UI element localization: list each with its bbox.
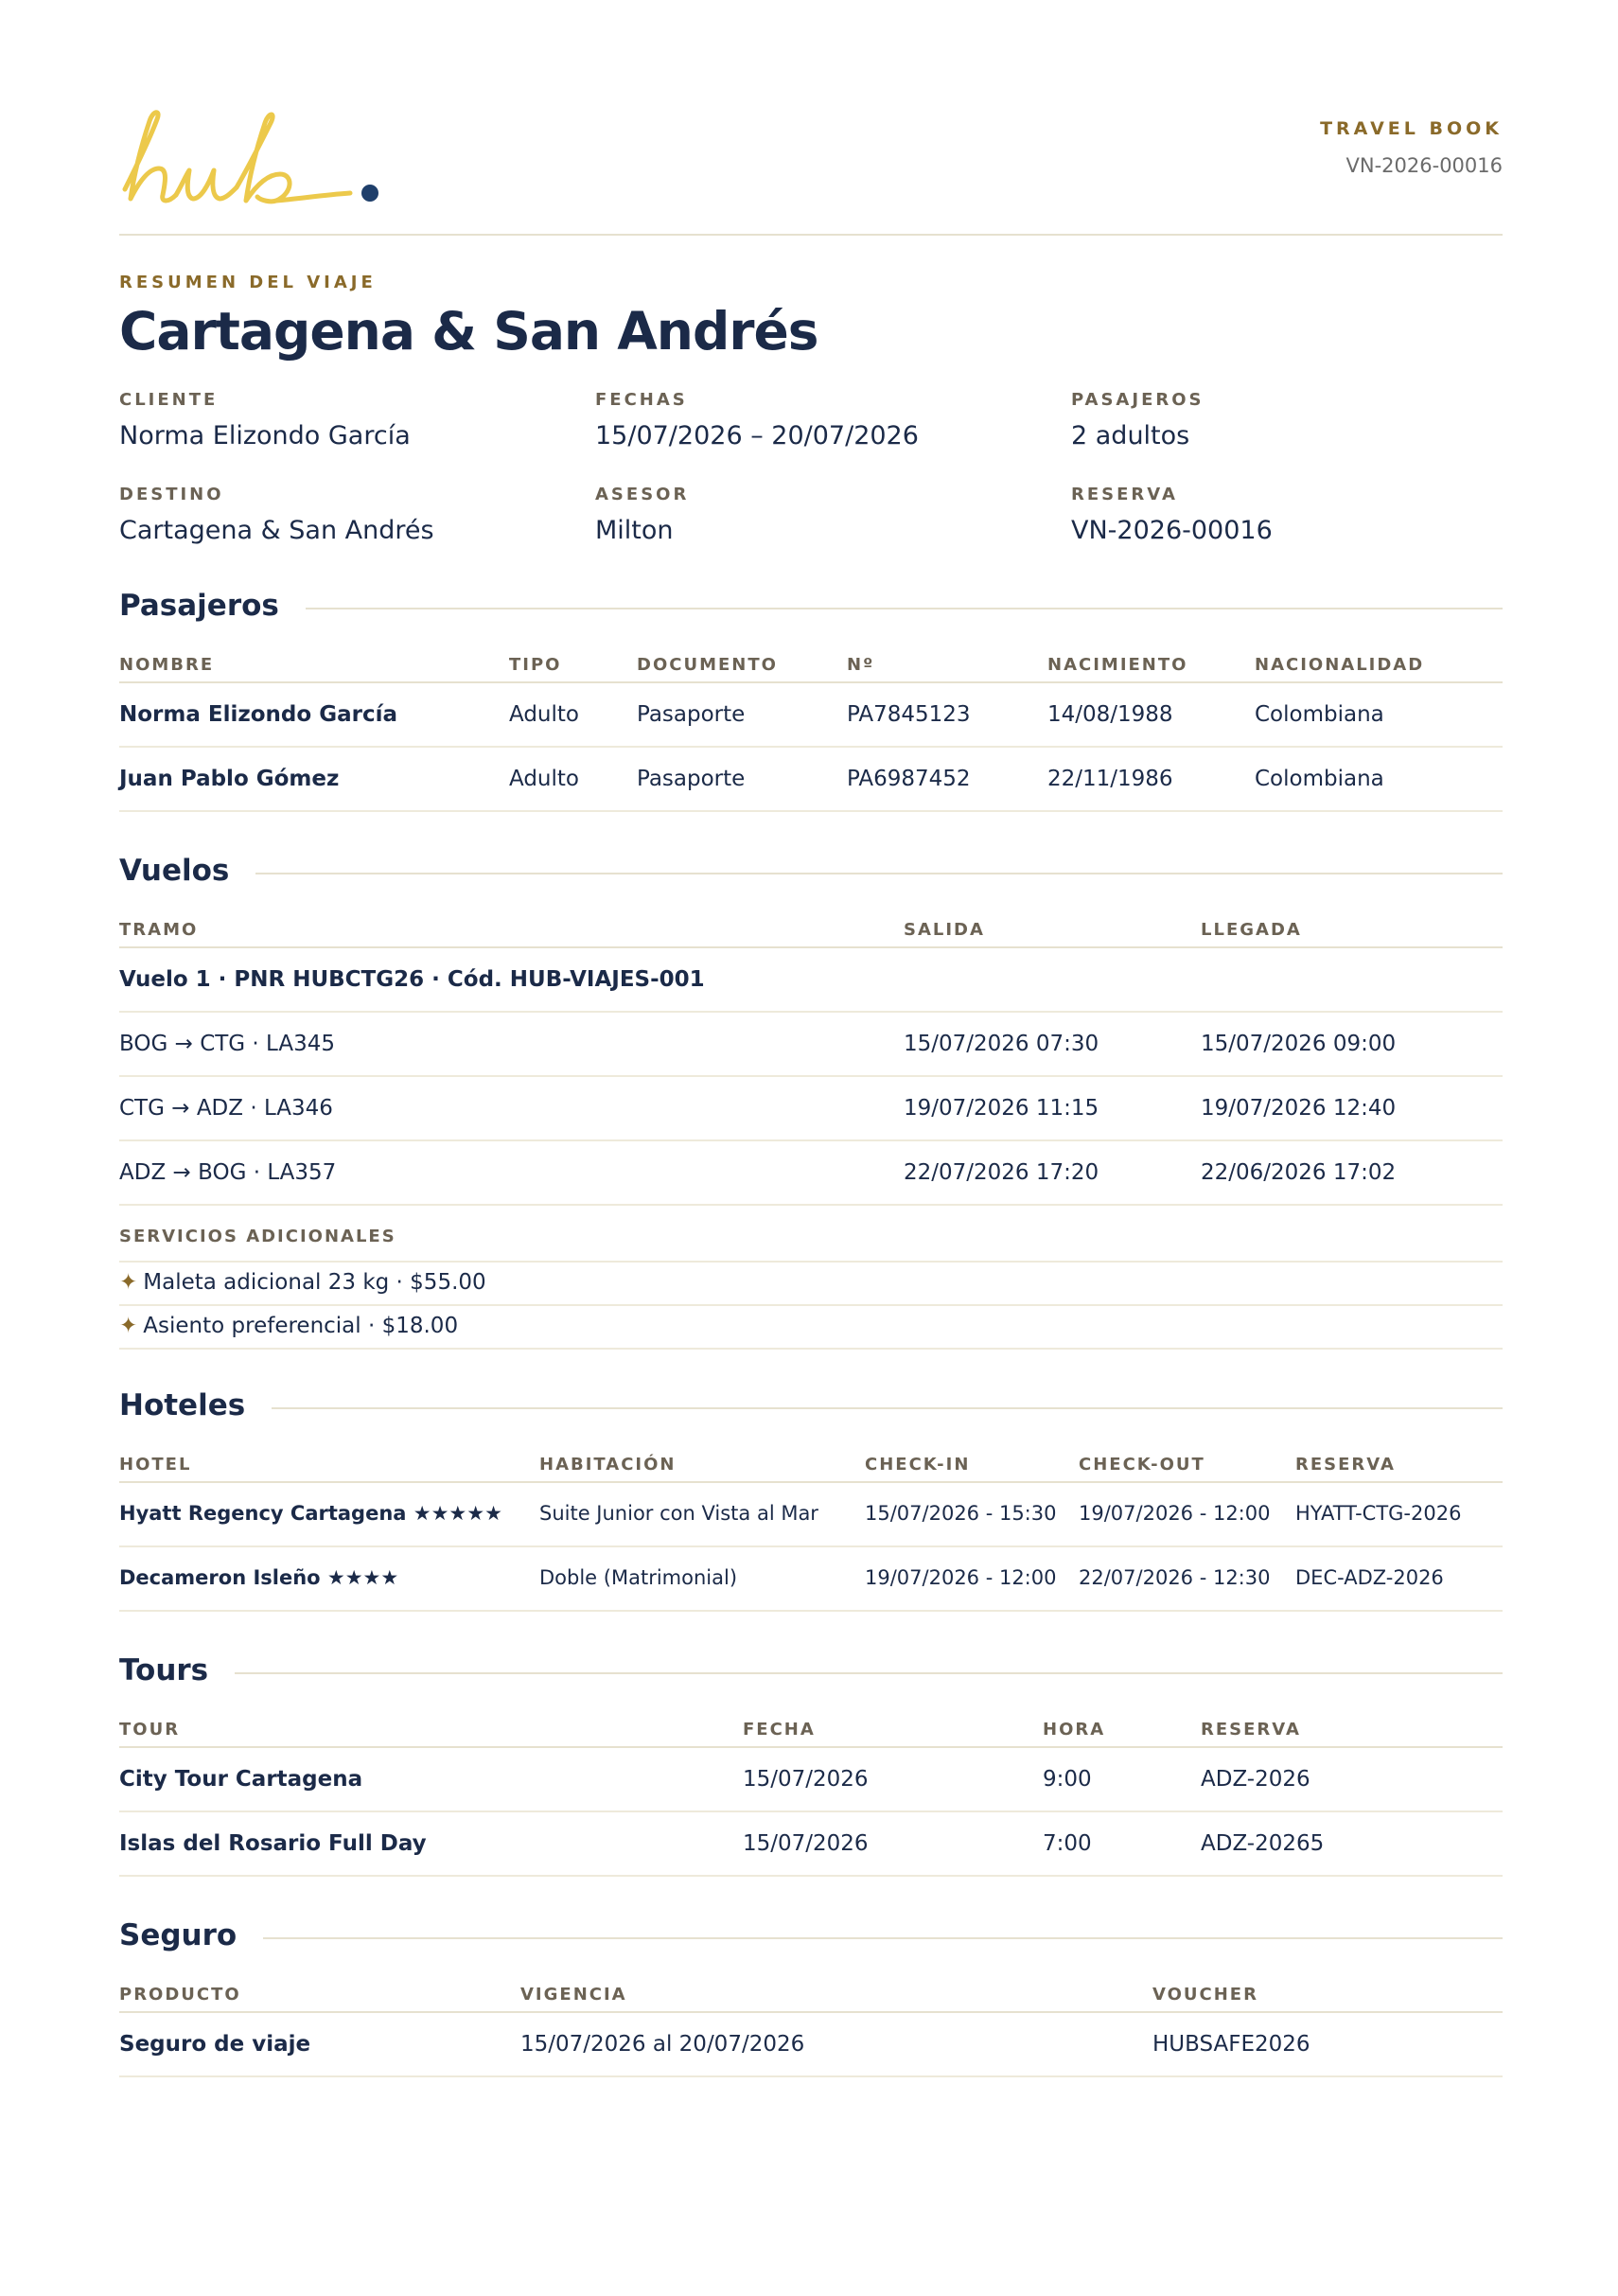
section-header [119, 1653, 1503, 1691]
flight-departure: 22/07/2026 17:20 [904, 1160, 1099, 1185]
hotel-checkout: 22/07/2026 - 12:30 [1079, 1566, 1271, 1589]
service-text: Asiento preferencial · $18.00 [143, 1314, 459, 1338]
hotel-name: Decameron Isleño ★★★★ [119, 1566, 399, 1589]
column-header: HOTEL [119, 1455, 192, 1475]
column-header: DOCUMENTO [637, 655, 778, 675]
section-divider [119, 873, 1503, 874]
summary-advisor [595, 485, 689, 545]
column-header: HABITACIÓN [539, 1455, 677, 1475]
hotels-section [119, 1388, 1503, 1612]
column-header: VIGENCIA [520, 1985, 627, 2005]
insurance-product: Seguro de viaje [119, 2032, 311, 2057]
services-header [119, 1206, 1503, 1263]
flight-departure: 15/07/2026 07:30 [904, 1032, 1099, 1056]
tour-name: Islas del Rosario Full Day [119, 1831, 427, 1856]
service-item [119, 1263, 1503, 1306]
sparkle-icon: ✦ [119, 1314, 138, 1338]
table-row [119, 683, 1503, 748]
summary-label: FECHAS [595, 390, 688, 410]
tour-time: 9:00 [1043, 1767, 1092, 1792]
table-header [119, 892, 1503, 948]
column-header: Nº [847, 655, 875, 675]
table-row [119, 1141, 1503, 1206]
section-title: Pasajeros [119, 589, 306, 623]
service-text: Maleta adicional 23 kg · $55.00 [143, 1270, 486, 1295]
hotel-room: Suite Junior con Vista al Mar [539, 1502, 818, 1525]
flight-group-row [119, 948, 1503, 1013]
section-divider [119, 1407, 1503, 1409]
tour-date: 15/07/2026 [743, 1767, 869, 1792]
column-header: RESERVA [1201, 1720, 1301, 1740]
passenger-type: Adulto [509, 767, 579, 791]
passengers-section [119, 589, 1503, 812]
summary-dates [595, 390, 919, 450]
passenger-document: Pasaporte [637, 767, 746, 791]
section-header [119, 854, 1503, 892]
table-row [119, 1483, 1503, 1547]
tour-booking: ADZ-20265 [1201, 1831, 1325, 1856]
section-title: Hoteles [119, 1388, 272, 1422]
section-title: Seguro [119, 1918, 263, 1952]
trip-title: Cartagena & San Andrés [119, 301, 818, 362]
passenger-doc-number: PA6987452 [847, 767, 971, 791]
column-header: RESERVA [1295, 1455, 1396, 1475]
summary-label: CLIENTE [119, 390, 219, 410]
passenger-nationality: Colombiana [1255, 702, 1384, 727]
tour-name: City Tour Cartagena [119, 1767, 363, 1792]
passenger-type: Adulto [509, 702, 579, 727]
hotel-name: Hyatt Regency Cartagena ★★★★★ [119, 1502, 502, 1525]
table-header [119, 1691, 1503, 1748]
section-title: Vuelos [119, 854, 255, 888]
summary-label: ASESOR [595, 485, 690, 504]
summary-label: PASAJEROS [1071, 390, 1205, 410]
insurance-section [119, 1918, 1503, 2077]
column-header: CHECK-OUT [1079, 1455, 1205, 1475]
passenger-document: Pasaporte [637, 702, 746, 727]
doc-label: TRAVEL BOOK [1320, 118, 1503, 139]
section-divider [119, 1937, 1503, 1939]
flight-segment: ADZ → BOG · LA357 [119, 1160, 337, 1185]
sparkle-icon: ✦ [119, 1270, 138, 1295]
insurance-validity: 15/07/2026 al 20/07/2026 [520, 2032, 805, 2057]
insurance-voucher: HUBSAFE2026 [1152, 2032, 1310, 2057]
table-row [119, 1013, 1503, 1077]
flight-arrival: 22/06/2026 17:02 [1201, 1160, 1397, 1185]
column-header: NACIONALIDAD [1255, 655, 1425, 675]
column-header: LLEGADA [1201, 920, 1302, 940]
summary-value: VN-2026-00016 [1071, 516, 1273, 545]
column-header: FECHA [743, 1720, 816, 1740]
summary-value: Cartagena & San Andrés [119, 516, 434, 545]
service-item [119, 1306, 1503, 1350]
summary-value: 15/07/2026 – 20/07/2026 [595, 421, 919, 450]
flight-group-label: Vuelo 1 · PNR HUBCTG26 · Cód. HUB-VIAJES-001 [119, 967, 705, 992]
summary-booking [1071, 485, 1273, 545]
flight-segment: BOG → CTG · LA345 [119, 1032, 336, 1056]
hotel-checkin: 15/07/2026 - 15:30 [865, 1502, 1057, 1525]
doc-number: VN-2026-00016 [1345, 154, 1503, 177]
section-divider [119, 1672, 1503, 1674]
summary-value: Norma Elizondo García [119, 421, 411, 450]
hotel-checkin: 19/07/2026 - 12:00 [865, 1566, 1057, 1589]
column-header: VOUCHER [1152, 1985, 1258, 2005]
passenger-nationality: Colombiana [1255, 767, 1384, 791]
summary-client [119, 390, 411, 450]
flight-arrival: 15/07/2026 09:00 [1201, 1032, 1397, 1056]
section-divider [119, 608, 1503, 609]
table-row [119, 1077, 1503, 1141]
summary-passengers [1071, 390, 1204, 450]
summary-eyebrow: RESUMEN DEL VIAJE [119, 273, 377, 292]
column-header: PRODUCTO [119, 1985, 241, 2005]
column-header: TRAMO [119, 920, 199, 940]
passenger-birthdate: 14/08/1988 [1047, 702, 1173, 727]
summary-destination [119, 485, 434, 545]
tour-date: 15/07/2026 [743, 1831, 869, 1856]
flight-departure: 19/07/2026 11:15 [904, 1096, 1099, 1121]
passenger-birthdate: 22/11/1986 [1047, 767, 1173, 791]
passenger-doc-number: PA7845123 [847, 702, 971, 727]
passenger-name: Juan Pablo Gómez [119, 767, 340, 791]
summary-value: 2 adultos [1071, 421, 1190, 450]
table-row [119, 2013, 1503, 2077]
section-header [119, 589, 1503, 627]
table-header [119, 1426, 1503, 1483]
section-header [119, 1918, 1503, 1956]
table-row [119, 748, 1503, 812]
column-header: CHECK-IN [865, 1455, 971, 1475]
column-header: HORA [1043, 1720, 1106, 1740]
services-label: SERVICIOS ADICIONALES [119, 1227, 396, 1246]
hotel-booking: HYATT-CTG-2026 [1295, 1502, 1462, 1525]
column-header: SALIDA [904, 920, 985, 940]
section-title: Tours [119, 1653, 235, 1687]
column-header: NACIMIENTO [1047, 655, 1188, 675]
hotel-room: Doble (Matrimonial) [539, 1566, 738, 1589]
table-row [119, 1812, 1503, 1877]
table-row [119, 1748, 1503, 1812]
hotel-booking: DEC-ADZ-2026 [1295, 1566, 1444, 1589]
table-header [119, 627, 1503, 683]
flight-arrival: 19/07/2026 12:40 [1201, 1096, 1397, 1121]
table-header [119, 1956, 1503, 2013]
section-header [119, 1388, 1503, 1426]
column-header: NOMBRE [119, 655, 215, 675]
passenger-name: Norma Elizondo García [119, 702, 397, 727]
summary-label: DESTINO [119, 485, 224, 504]
tour-booking: ADZ-2026 [1201, 1767, 1310, 1792]
flights-section [119, 854, 1503, 1350]
table-row [119, 1547, 1503, 1612]
flight-segment: CTG → ADZ · LA346 [119, 1096, 333, 1121]
hotel-checkout: 19/07/2026 - 12:00 [1079, 1502, 1271, 1525]
column-header: TIPO [509, 655, 562, 675]
hub-logo [119, 106, 394, 218]
header-divider [119, 234, 1503, 236]
tours-section [119, 1653, 1503, 1877]
column-header: TOUR [119, 1720, 181, 1740]
summary-label: RESERVA [1071, 485, 1178, 504]
tour-time: 7:00 [1043, 1831, 1092, 1856]
summary-value: Milton [595, 516, 674, 545]
